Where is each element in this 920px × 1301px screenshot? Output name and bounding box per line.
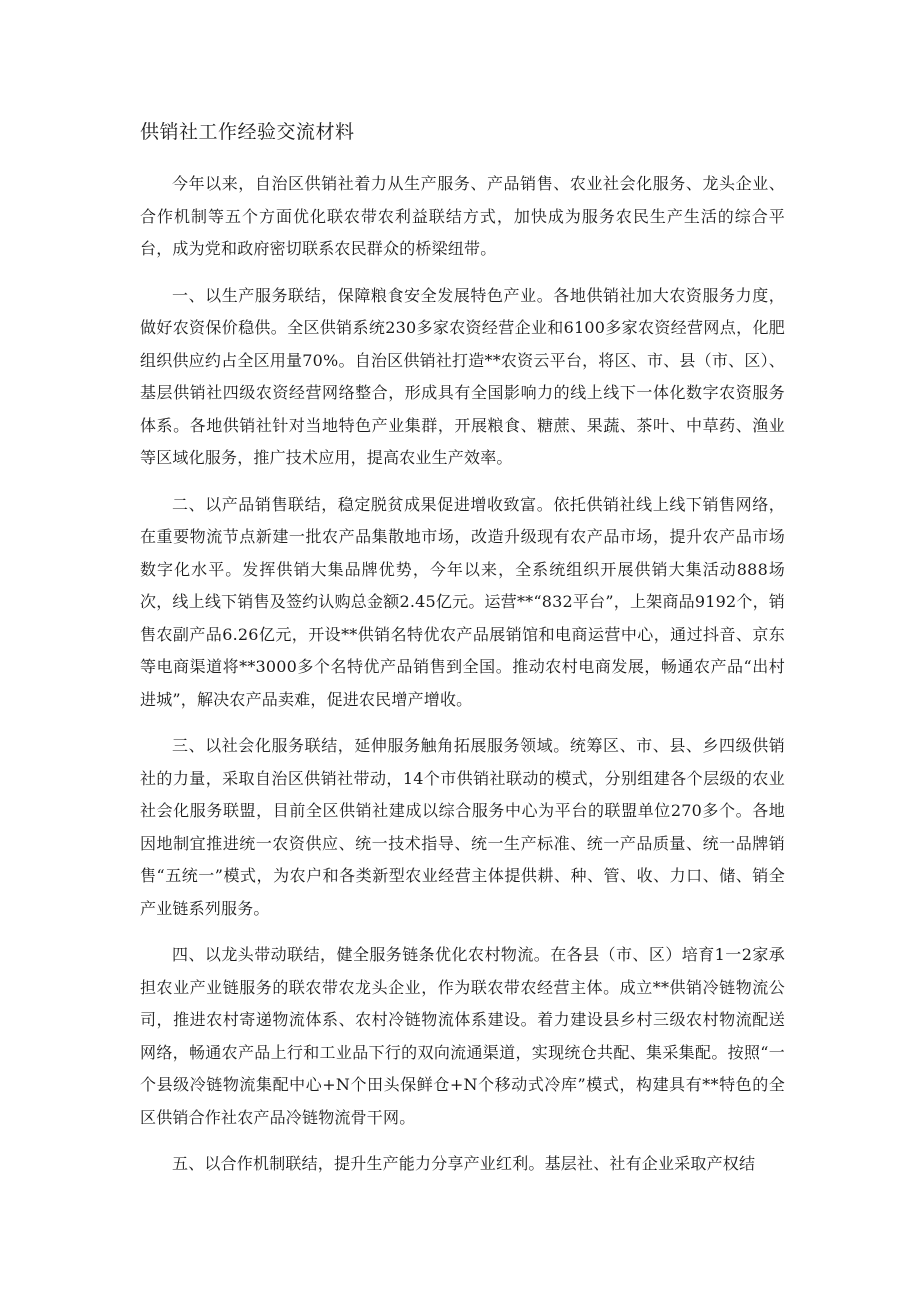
paragraph-section-5: 五、以合作机制联结，提升生产能力分享产业红利。基层社、社有企业采取产权结 <box>172 1154 756 1173</box>
paragraph-section-3: 三、以社会化服务联结，延伸服务触角拓展服务领域。统筹区、市、县、乡四级供销社的力量，采取自治区供销社带动，14个市供销社联动的模式，分别组建各个层级的农业社会化服务联盟，目前全区供销社建成以综合服务中心为平台的联盟单位270多个。各地因地制宜推进统一农资供应、统一技术指导、统一生产标准、统一产品质量、统一品牌销售“五统一”模式，为农户和各类新型农业经营主体提供耕、种、管、收、力口、储、销全产业链系列服务。 <box>140 736 785 918</box>
paragraph-section-2: 二、以产品销售联结，稳定脱贫成果促进增收致富。依托供销社线上线下销售网络，在重要物流节点新建一批农产品集散地市场，改造升级现有农产品市场，提升农产品市场数字化水平。发挥供销大集品牌优势，今年以来，全系统组织开展供销大集活动888场次，线上线下销售及签约认购总金额2.45亿元。运营**“832平台”，上架商品9192个，销售农副产品6.26亿元，开设**供销名特优农产品展销馆和电商运营中心，通过抖音、京东等电商渠道将**3000多个名特优产品销售到全国。推动农村电商发展，畅通农产品“出村进城”，解决农产品卖难，促进农民增产增收。 <box>140 494 785 709</box>
document-page <box>140 118 785 1195</box>
document-title: 供销社工作经验交流材料 <box>140 121 355 143</box>
paragraph-section-4: 四、以龙头带动联结，健全服务链条优化农村物流。在各县（市、区）培育1一2家承担农业产业链服务的联农带农龙头企业，作为联农带农经营主体。成立**供销冷链物流公司，推进农村寄递物流体系、农村冷链物流体系建设。着力建设县乡村三级农村物流配送网络，畅通农产品上行和工业品下行的双向流通渠道，实现统仓共配、集采集配。按照“一个县级冷链物流集配中心+N个田头保鲜仓+N个移动式冷库”模式，构建具有**特色的全区供销合作社农产品冷链物流骨干网。 <box>140 945 785 1127</box>
paragraph-section-1: 一、以生产服务联结，保障粮食安全发展特色产业。各地供销社加大农资服务力度，做好农资保价稳供。全区供销系统230多家农资经营企业和6100多家农资经营网点，化肥组织供应约占全区用量70%。自治区供销社打造**农资云平台，将区、市、县（市、区）、基层供销社四级农资经营网络整合，形成具有全国影响力的线上线下一体化数字农资服务体系。各地供销社针对当地特色产业集群，开展粮食、糖蔗、果蔬、茶叶、中草药、渔业等区域化服务，推广技术应用，提高农业生产效率。 <box>140 285 785 467</box>
paragraph-intro: 今年以来，自治区供销社着力从生产服务、产品销售、农业社会化服务、龙头企业、合作机制等五个方面优化联农带农利益联结方式，加快成为服务农民生产生活的综合平台，成为党和政府密切联系农民群众的桥梁纽带。 <box>140 174 785 258</box>
